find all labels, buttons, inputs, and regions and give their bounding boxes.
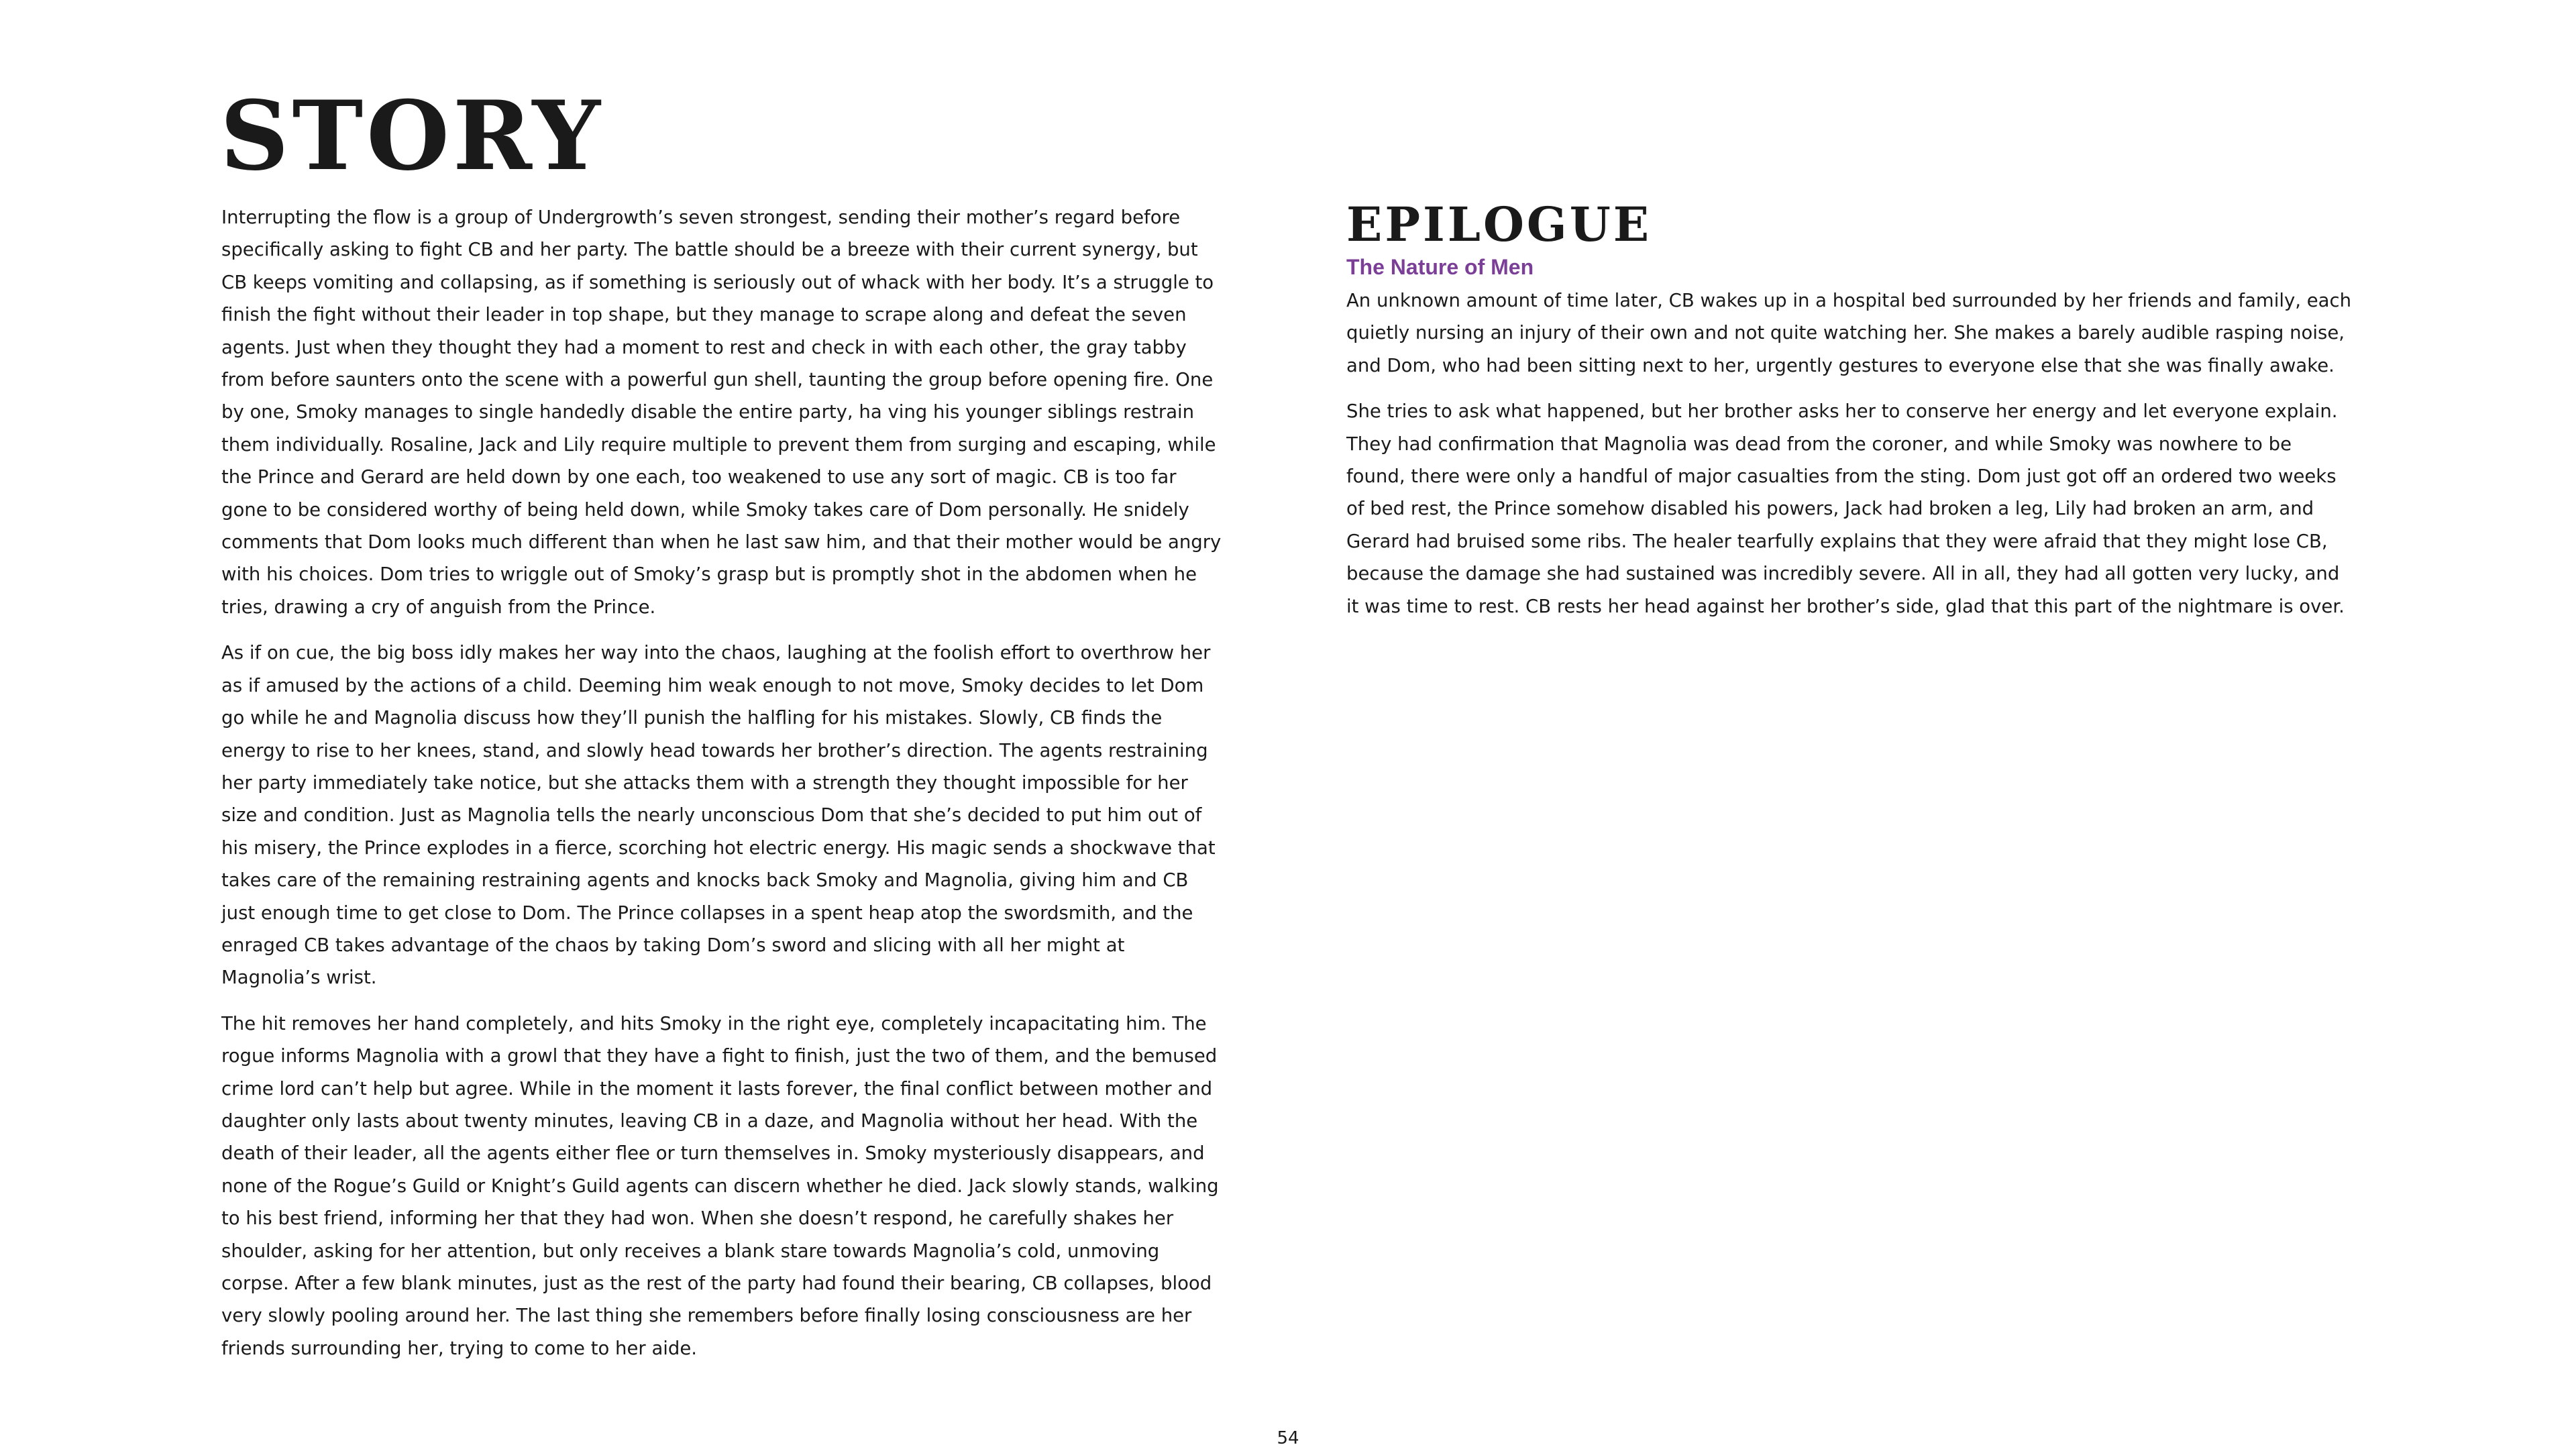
story-paragraph-2: As if on cue, the big boss idly makes her way into the chaos, laughing at the foolish effort to overthrow her as if amused by the actions of a child. Deeming him weak enough to not move, Smoky decides to let Dom go while he and Magnolia discuss how they’ll punish the halfling for his mistakes. Slowly, CB finds the energy to rise to her knees, stand, and slowly head towards her brother’s direction. The agents restraining her party immediately take notice, but she attacks them with a strength they thought impossible for her size and condition. Just as Magnolia tells the nearly unconscious Dom that she’s decided to put him out of his misery, the Prince explodes in a fierce, scorching hot electric energy. His magic sends a shockwave that takes care of the remaining restraining agents and knocks back Smoky and Magnolia, giving him and CB just enough time to get close to Dom. The Prince collapses in a spent heap atop the swordsmith, and the enraged CB takes advantage of the chaos by taking Dom’s sword and slicing with all her might at Magnolia’s wrist. [221,642,1216,989]
epilogue-heading: EPILOGUE [1346,197,1652,252]
epilogue-paragraph-2: She tries to ask what happened, but her brother asks her to conserve her energy and let everyone explain. They had confirmation that Magnolia was dead from the coroner, and while Smoky was nowhere to be found, there were only a handful of major casualties from the sting. Dom just got off an ordered two weeks of bed rest, the Prince somehow disabled his powers, Jack had broken a leg, Lily had broken an arm, and Gerard had bruised some ribs. The healer tearfully explains that they were afraid that they might lose CB, because the damage she had sustained was incredibly severe. All in all, they had all gotten very lucky, and it was time to rest. CB rests her head against her brother’s side, glad that this part of the nightmare is over. [1346,400,2345,617]
epilogue-column [1346,197,2353,636]
page-title: STORY [220,80,604,192]
story-paragraph-3: The hit removes her hand completely, and hits Smoky in the right eye, completely incapacitating him. The rogue informs Magnolia with a growl that they have a fight to finish, just the two of them, and the bemused crime lord can’t help but agree. While in the moment it lasts forever, the final conflict between mother and daughter only lasts about twenty minutes, leaving CB in a daze, and Magnolia without her head. With the death of their leader, all the agents either flee or turn themselves in. Smoky mysteriously disappears, and none of the Rogue’s Guild or Knight’s Guild agents can discern whether he died. Jack slowly stands, walking to his best friend, informing her that they had won. When she doesn’t respond, he carefully shakes her shoulder, asking for her attention, but only receives a blank stare towards Magnolia’s cold, unmoving corpse. After a few blank minutes, just as the rest of the party had found their bearing, CB collapses, blood very slowly pooling around her. The last thing she remembers before finally losing consciousness are her friends surrounding her, trying to come to her aide. [221,1012,1219,1359]
epilogue-paragraph-1: An unknown amount of time later, CB wakes up in a hospital bed surrounded by her friends and family, each quietly nursing an injury of their own and not quite watching her. She makes a barely audible rasping noise, and Dom, who had been sitting next to her, urgently gestures to everyone else that she was finally awake. [1346,290,2352,376]
story-column [221,201,1228,1378]
story-paragraph-1: Interrupting the flow is a group of Undergrowth’s seven strongest, sending their mother’s regard before specifically asking to fight CB and her party. The battle should be a breeze with their current synergy, but CB keeps vomiting and collapsing, as if something is seriously out of whack with her body. It’s a struggle to finish the fight without their leader in top shape, but they manage to scrape along and defeat the seven agents. Just when they thought they had a moment to rest and check in with each other, the gray tabby from before saunters onto the scene with a powerful gun shell, taunting the group before opening fire. One by one, Smoky manages to single handedly disable the entire party, ha ving his younger siblings restrain them individually. Rosaline, Jack and Lily require multiple to prevent them from surging and escaping, while the Prince and Gerard are held down by one each, too weakened to use any sort of magic. CB is too far gone to be considered worthy of being held down, while Smoky takes care of Dom personally. He snidely comments that Dom looks much different than when he last saw him, and that their mother would be angry with his choices. Dom tries to wriggle out of Smoky’s grasp but is promptly shot in the abdomen when he tries, drawing a cry of anguish from the Prince. [221,207,1222,618]
epilogue-subheading: The Nature of Men [1346,255,1534,279]
page-number: 54 [1277,1428,1299,1448]
